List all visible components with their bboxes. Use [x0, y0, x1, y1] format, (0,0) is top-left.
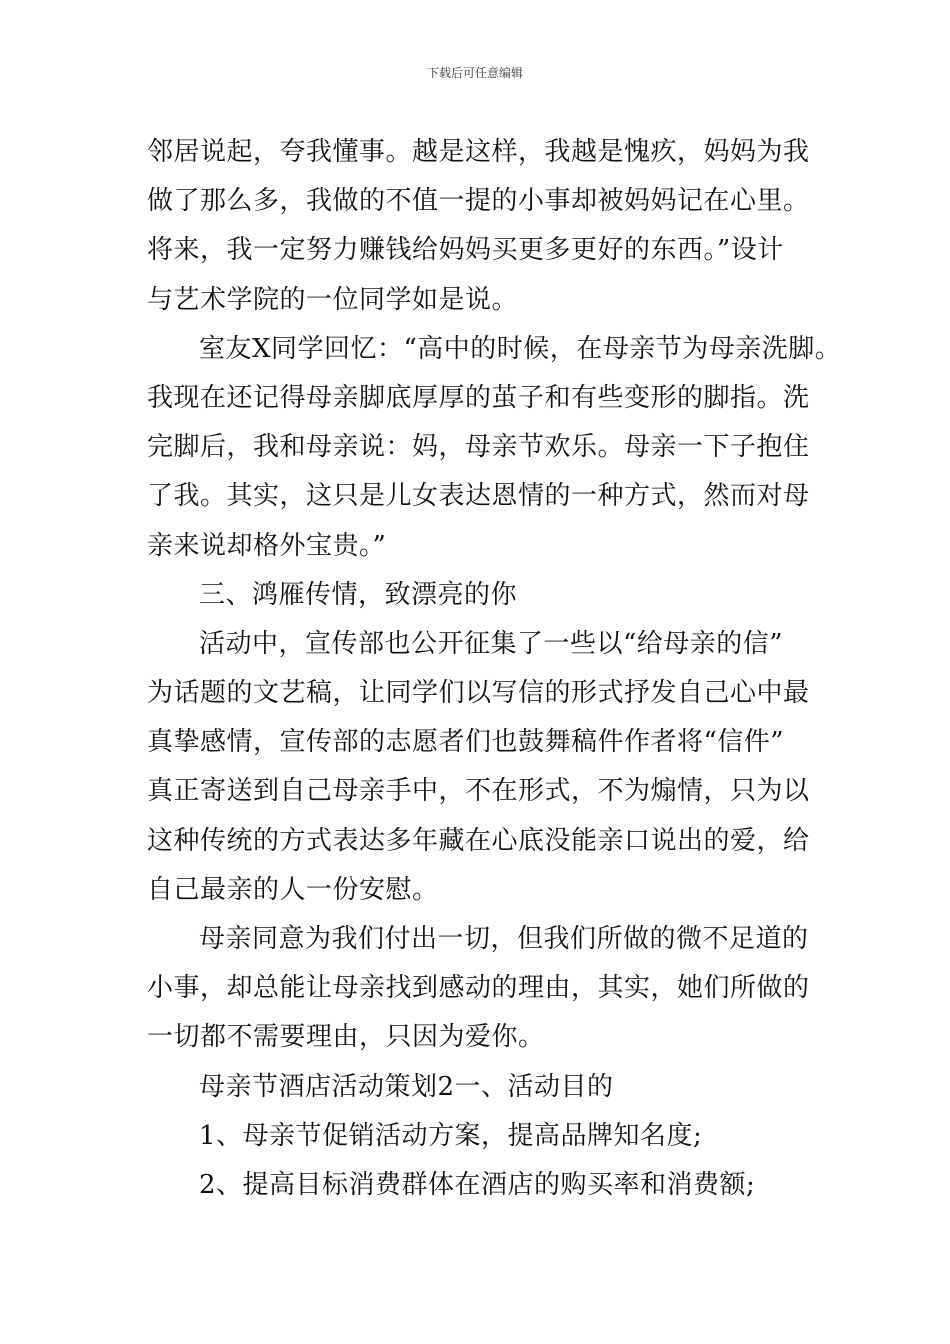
section-heading: 三、鸿雁传情，致漂亮的你 — [199, 579, 518, 610]
text-line: 活动中，宣传部也公开征集了一些以“给母亲的信” — [199, 628, 784, 659]
section-heading: 母亲节酒店活动策划2一、活动目的 — [199, 1071, 614, 1102]
list-item: 2、提高目标消费群体在酒店的购买率和消费额; — [199, 1169, 756, 1200]
text-line: 与艺术学院的一位同学如是说。 — [147, 284, 519, 315]
text-line: 真挚感情，宣传部的志愿者们也鼓舞稿件作者将“信件” — [147, 727, 785, 758]
text-line: 自己最亲的人一份安慰。 — [147, 874, 439, 905]
text-line: 了我。其实，这只是儿女表达恩情的一种方式，然而对母 — [147, 481, 810, 512]
text-line: 室友X同学回忆：“高中的时候，在母亲节为母亲洗脚。 — [199, 333, 842, 364]
text-line: 这种传统的方式表达多年藏在心底没能亲口说出的爱，给 — [147, 825, 810, 856]
text-line: 做了那么多，我做的不值一提的小事却被妈妈记在心里。 — [147, 186, 810, 217]
text-line: 亲来说却格外宝贵。” — [147, 530, 387, 561]
text-line: 一切都不需要理由，只因为爱你。 — [147, 1022, 545, 1053]
page-header: 下载后可任意编辑 — [426, 66, 523, 80]
text-line: 将来，我一定努力赚钱给妈妈买更多更好的东西。”设计 — [147, 235, 784, 266]
text-line: 真正寄送到自己母亲手中，不在形式，不为煽情，只为以 — [147, 776, 810, 807]
document-body — [147, 128, 842, 1210]
text-line: 母亲同意为我们付出一切，但我们所做的微不足道的 — [199, 924, 809, 954]
text-line: 完脚后，我和母亲说：妈，母亲节欢乐。母亲一下子抱住 — [147, 432, 810, 463]
text-line: 为话题的文艺稿，让同学们以写信的形式抒发自己心中最 — [147, 678, 810, 709]
text-line: 小事，却总能让母亲找到感动的理由，其实，她们所做的 — [147, 973, 810, 1004]
text-line: 我现在还记得母亲脚底厚厚的茧子和有些变形的脚指。洗 — [147, 382, 810, 413]
text-line: 邻居说起，夸我懂事。越是这样，我越是愧疚，妈妈为我 — [147, 137, 810, 167]
list-item: 1、母亲节促销活动方案，提高品牌知名度; — [199, 1120, 703, 1151]
